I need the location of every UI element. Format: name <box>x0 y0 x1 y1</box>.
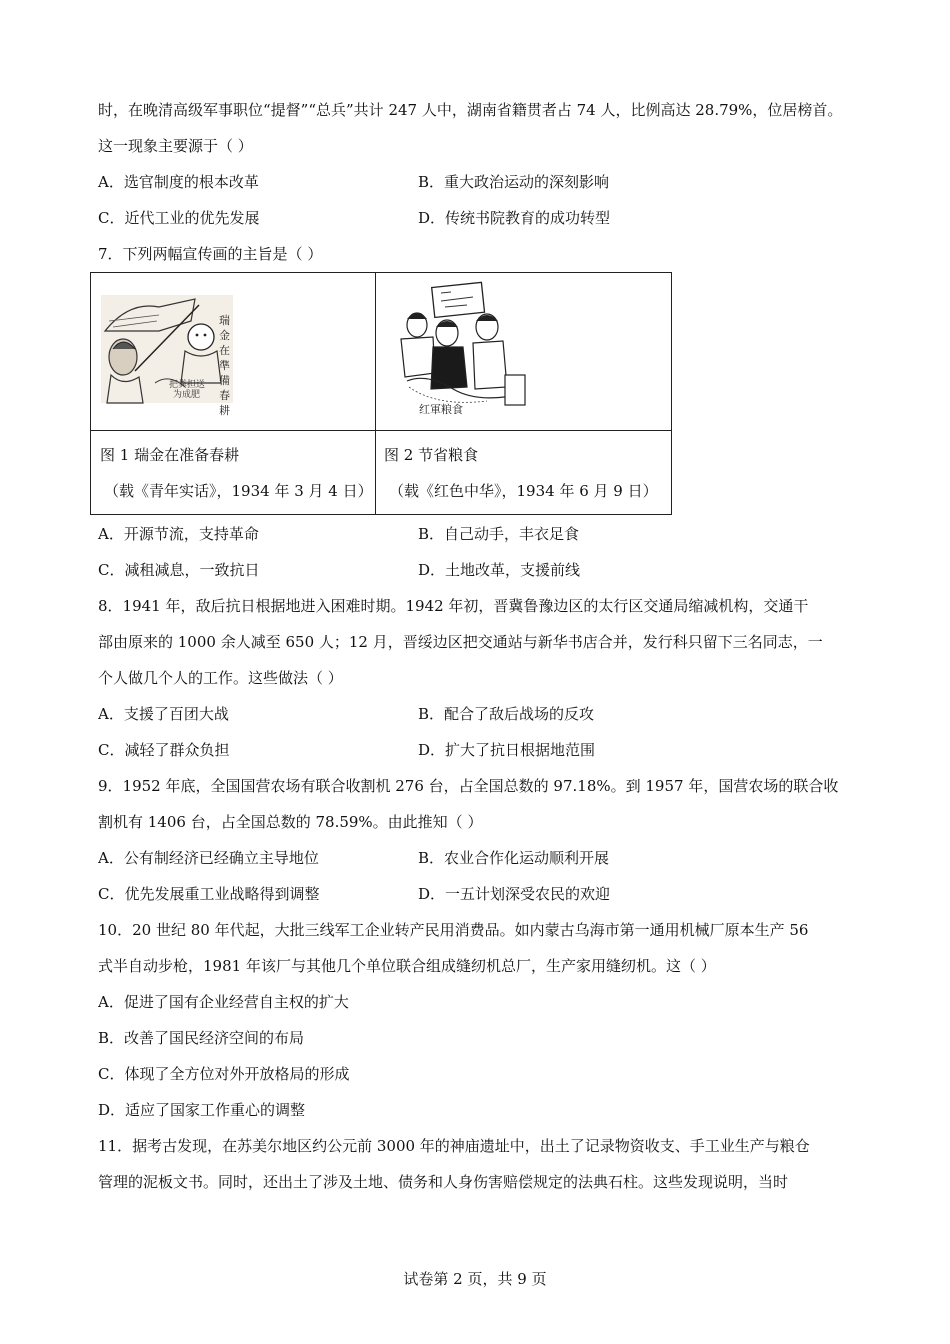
q7-option-b[interactable]: B．自己动手，丰衣足食 <box>418 525 580 543</box>
q7-option-c[interactable]: C．减租减息，一致抗日 <box>98 561 260 579</box>
figure1-propaganda-sketch <box>99 291 239 409</box>
q10-stem-line2: 式半自动步枪，1981 年该厂与其他几个单位联合组成缝纫机总厂，生产家用缝纫机。这（ ） <box>98 957 716 975</box>
q9-stem-line2: 割机有 1406 台，占全国总数的 78.59%。由此推知（ ） <box>98 813 483 831</box>
q9-option-a[interactable]: A．公有制经济已经确立主导地位 <box>98 849 319 867</box>
page-footer: 试卷第 2 页，共 9 页 <box>403 1270 547 1288</box>
q6-option-c[interactable]: C．近代工业的优先发展 <box>98 209 260 227</box>
q9-stem-line1: 9．1952 年底，全国国营农场有联合收割机 276 台，占全国总数的 97.18%。到 1957 年，国营农场的联合收 <box>98 777 839 795</box>
q8-option-c[interactable]: C．减轻了群众负担 <box>98 741 230 759</box>
q8-stem-line1: 8．1941 年，敌后抗日根据地进入困难时期。1942 年初，晋冀鲁豫边区的太行区交通局缩减机构，交通干 <box>98 597 809 615</box>
q8-option-d[interactable]: D．扩大了抗日根据地范围 <box>418 741 596 759</box>
q8-stem-line2: 部由原来的 1000 余人减至 650 人；12 月，晋绥边区把交通站与新华书店合并，发行科只留下三名同志，一 <box>98 633 823 651</box>
q10-option-a[interactable]: A．促进了国有企业经营自主权的扩大 <box>98 993 349 1011</box>
q9-option-b[interactable]: B．农业合作化运动顺利开展 <box>418 849 610 867</box>
q7-option-a[interactable]: A．开源节流，支持革命 <box>98 525 259 543</box>
q6-stem-line2: 这一现象主要源于（ ） <box>98 137 253 155</box>
table-divider-horizontal <box>91 430 671 431</box>
figure2-caption: 图 2 节省粮食 <box>384 446 479 464</box>
q9-option-c[interactable]: C．优先发展重工业战略得到调整 <box>98 885 320 903</box>
figure2-source: （载《红色中华》，1934 年 6 月 9 日） <box>389 482 658 500</box>
q8-option-a[interactable]: A．支援了百团大战 <box>98 705 229 723</box>
q9-option-d[interactable]: D．一五计划深受农民的欢迎 <box>418 885 611 903</box>
q7-stem: 7．下列两幅宣传画的主旨是（ ） <box>98 245 323 263</box>
q10-option-b[interactable]: B．改善了国民经济空间的布局 <box>98 1029 305 1047</box>
q6-option-b[interactable]: B．重大政治运动的深刻影响 <box>418 173 610 191</box>
figure2-handwritten-title: 红軍粮食 <box>419 403 463 416</box>
q10-option-d[interactable]: D．适应了国家工作重心的调整 <box>98 1101 306 1119</box>
q8-stem-line3: 个人做几个人的工作。这些做法（ ） <box>98 669 343 687</box>
svg-text:为成肥: 为成肥 <box>173 390 201 400</box>
q7-option-d[interactable]: D．土地改革，支援前线 <box>418 561 581 579</box>
q11-stem-line2: 管理的泥板文书。同时，还出土了涉及土地、债务和人身伤害赔偿规定的法典石柱。这些发现说明，当时 <box>98 1173 789 1191</box>
q8-option-b[interactable]: B．配合了敌后战场的反攻 <box>418 705 595 723</box>
q6-option-a[interactable]: A．选官制度的根本改革 <box>98 173 259 191</box>
figure1-caption: 图 1 瑞金在准备春耕 <box>100 446 240 464</box>
q10-option-c[interactable]: C．体现了全方位对外开放格局的形成 <box>98 1065 350 1083</box>
svg-text:把粪担送: 把粪担送 <box>169 380 206 390</box>
q11-stem-line1: 11．据考古发现，在苏美尔地区约公元前 3000 年的神庙遗址中，出土了记录物资收支、手工业生产与粮仓 <box>98 1137 810 1155</box>
figure1-source: （载《青年实话》，1934 年 3 月 4 日） <box>104 482 373 500</box>
q10-stem-line1: 10．20 世纪 80 年代起，大批三线军工企业转产民用消费品。如内蒙古乌海市第一通用机械厂原本生产 56 <box>98 921 809 939</box>
q6-option-d[interactable]: D．传统书院教育的成功转型 <box>418 209 611 227</box>
table-divider-vertical <box>375 273 376 514</box>
q7-figure-table <box>90 272 672 515</box>
figure1-handwritten-title: 瑞金在準備春耕 <box>219 314 230 417</box>
q6-stem-line1: 时，在晚清高级军事职位“提督”“总兵”共计 247 人中，湖南省籍贯者占 74 人，比例高达 28.79%，位居榜首。 <box>98 101 843 119</box>
